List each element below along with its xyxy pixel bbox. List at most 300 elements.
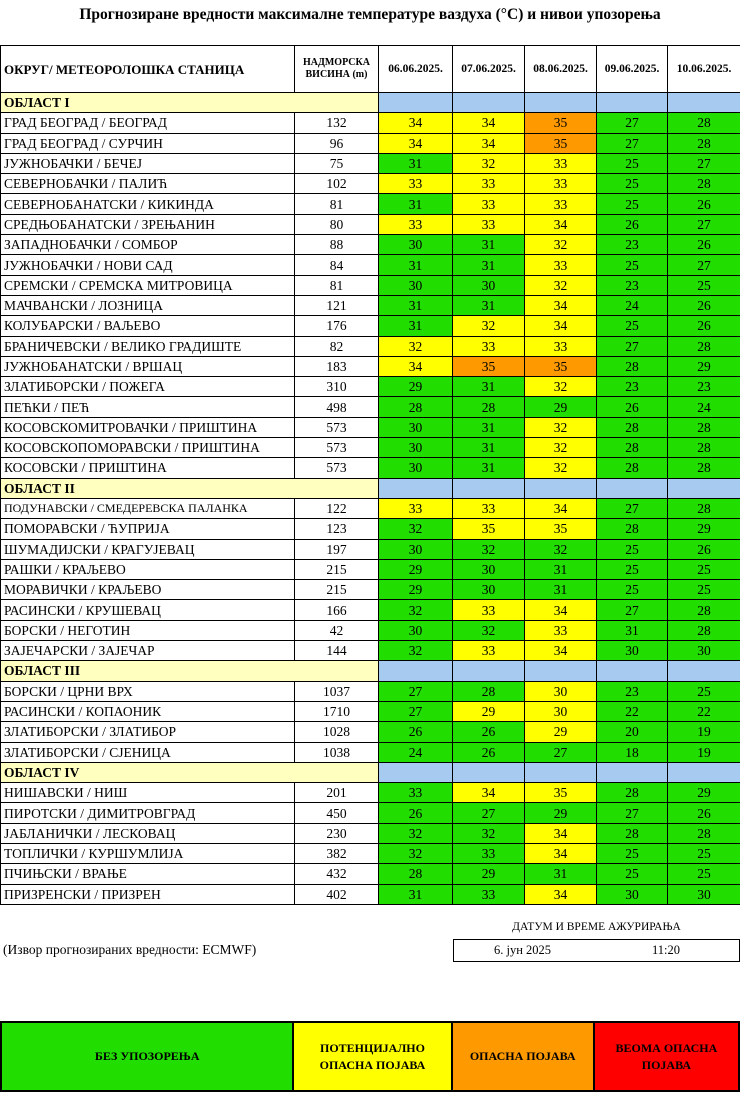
temperature-cell: 27 [668, 255, 740, 275]
temperature-cell: 33 [379, 498, 453, 518]
temperature-cell: 26 [379, 803, 453, 823]
temperature-cell: 22 [597, 701, 668, 721]
temperature-cell: 33 [525, 620, 597, 640]
temperature-cell: 23 [668, 377, 740, 397]
temperature-cell: 31 [379, 316, 453, 336]
region-cell [597, 93, 668, 113]
temperature-cell: 34 [453, 113, 525, 133]
temperature-cell: 34 [525, 600, 597, 620]
table-row [1, 113, 740, 133]
region-cell [525, 478, 597, 498]
table-row [1, 519, 740, 539]
temperature-cell: 32 [379, 600, 453, 620]
temperature-cell: 33 [453, 641, 525, 661]
station-altitude: 81 [295, 194, 379, 214]
header-date: 09.06.2025. [597, 46, 668, 93]
table-row [1, 255, 740, 275]
temperature-cell: 30 [597, 884, 668, 904]
temperature-cell: 32 [525, 275, 597, 295]
station-name: КОЛУБАРСКИ / ВАЉЕВО [1, 316, 295, 336]
station-name: ЈУЖНОБАНАТСКИ / ВРШАЦ [1, 356, 295, 376]
station-name: МАЧВАНСКИ / ЛОЗНИЦА [1, 295, 295, 315]
station-name: РАШКИ / КРАЉЕВО [1, 559, 295, 579]
temperature-cell: 32 [453, 316, 525, 336]
temperature-cell: 26 [453, 722, 525, 742]
temperature-cell: 31 [453, 458, 525, 478]
station-name: ПОДУНАВСКИ / СМЕДЕРЕВСКА ПАЛАНКА [1, 498, 295, 518]
temperature-cell: 32 [453, 153, 525, 173]
station-altitude: 197 [295, 539, 379, 559]
header-date: 10.06.2025. [668, 46, 740, 93]
temperature-cell: 29 [379, 559, 453, 579]
temperature-cell: 34 [379, 133, 453, 153]
temperature-cell: 30 [597, 641, 668, 661]
temperature-cell: 27 [597, 133, 668, 153]
station-name: ГРАД БЕОГРАД / СУРЧИН [1, 133, 295, 153]
temperature-cell: 25 [597, 153, 668, 173]
table-row [1, 275, 740, 295]
table-row [1, 823, 740, 843]
temperature-cell: 28 [379, 397, 453, 417]
temperature-cell: 30 [379, 438, 453, 458]
temperature-cell: 32 [525, 417, 597, 437]
station-altitude: 88 [295, 235, 379, 255]
table-row [1, 701, 740, 721]
station-altitude: 82 [295, 336, 379, 356]
temperature-cell: 30 [379, 539, 453, 559]
temperature-cell: 26 [597, 397, 668, 417]
station-name: БОРСКИ / НЕГОТИН [1, 620, 295, 640]
update-box [453, 939, 740, 962]
region-cell [379, 661, 453, 681]
station-altitude: 121 [295, 295, 379, 315]
temperature-cell: 28 [453, 681, 525, 701]
station-altitude: 1038 [295, 742, 379, 762]
temperature-cell: 28 [668, 174, 740, 194]
temperature-cell: 27 [525, 742, 597, 762]
table-row [1, 681, 740, 701]
station-altitude: 132 [295, 113, 379, 133]
temperature-cell: 28 [668, 113, 740, 133]
temperature-cell: 34 [525, 498, 597, 518]
table-row [1, 295, 740, 315]
temperature-cell: 26 [668, 539, 740, 559]
temperature-cell: 35 [525, 133, 597, 153]
temperature-cell: 31 [453, 438, 525, 458]
table-row [1, 235, 740, 255]
temperature-cell: 31 [453, 377, 525, 397]
station-name: ШУМАДИЈСКИ / КРАГУЈЕВАЦ [1, 539, 295, 559]
temperature-cell: 26 [453, 742, 525, 762]
region-row [1, 762, 740, 782]
station-name: КОСОВСКОПОМОРАВСКИ / ПРИШТИНА [1, 438, 295, 458]
temperature-cell: 32 [379, 336, 453, 356]
temperature-cell: 33 [453, 174, 525, 194]
temperature-cell: 31 [379, 153, 453, 173]
update-label: ДАТУМ И ВРЕМЕ АЖУРИРАЊА [512, 921, 681, 933]
temperature-cell: 27 [668, 214, 740, 234]
table-row [1, 377, 740, 397]
temperature-cell: 30 [379, 417, 453, 437]
update-time: 11:20 [652, 943, 681, 957]
table-row [1, 722, 740, 742]
legend-item-very-dangerous: ВЕОМА ОПАСНА ПОЈАВА [595, 1023, 738, 1090]
legend-item-potential: ПОТЕНЦИЈАЛНО ОПАСНА ПОЈАВА [294, 1023, 452, 1090]
temperature-cell: 27 [597, 336, 668, 356]
region-cell [668, 478, 740, 498]
region-cell [597, 661, 668, 681]
temperature-cell: 25 [597, 255, 668, 275]
temperature-cell: 28 [668, 336, 740, 356]
region-cell [379, 478, 453, 498]
station-name: ТОПЛИЧКИ / КУРШУМЛИЈА [1, 843, 295, 863]
temperature-cell: 34 [453, 133, 525, 153]
temperature-cell: 31 [379, 295, 453, 315]
temperature-cell: 31 [525, 559, 597, 579]
temperature-cell: 28 [597, 458, 668, 478]
table-row [1, 397, 740, 417]
temperature-cell: 33 [453, 214, 525, 234]
station-altitude: 81 [295, 275, 379, 295]
temperature-cell: 31 [453, 255, 525, 275]
header-date: 07.06.2025. [453, 46, 525, 93]
temperature-cell: 27 [453, 803, 525, 823]
table-row [1, 153, 740, 173]
region-cell [453, 478, 525, 498]
temperature-cell: 32 [379, 823, 453, 843]
temperature-cell: 30 [379, 275, 453, 295]
table-row [1, 214, 740, 234]
region-cell [453, 762, 525, 782]
station-name: СРЕДЊОБАНАТСКИ / ЗРЕЊАНИН [1, 214, 295, 234]
station-altitude: 432 [295, 864, 379, 884]
table-row [1, 438, 740, 458]
temperature-cell: 35 [525, 356, 597, 376]
temperature-cell: 25 [597, 559, 668, 579]
station-name: ЈУЖНОБАЧКИ / НОВИ САД [1, 255, 295, 275]
temperature-cell: 30 [525, 701, 597, 721]
station-altitude: 102 [295, 174, 379, 194]
temperature-cell: 33 [453, 843, 525, 863]
table-row [1, 356, 740, 376]
region-cell [525, 661, 597, 681]
temperature-cell: 28 [597, 823, 668, 843]
temperature-cell: 19 [668, 742, 740, 762]
temperature-cell: 28 [597, 417, 668, 437]
station-name: ПОМОРАВСКИ / ЋУПРИЈА [1, 519, 295, 539]
station-name: НИШАВСКИ / НИШ [1, 783, 295, 803]
station-altitude: 123 [295, 519, 379, 539]
temperature-cell: 33 [453, 600, 525, 620]
temperature-cell: 27 [379, 701, 453, 721]
temperature-cell: 33 [453, 884, 525, 904]
temperature-cell: 31 [525, 864, 597, 884]
station-altitude: 201 [295, 783, 379, 803]
temperature-cell: 33 [379, 174, 453, 194]
temperature-cell: 29 [453, 701, 525, 721]
station-name: ЈУЖНОБАЧКИ / БЕЧЕЈ [1, 153, 295, 173]
table-row [1, 539, 740, 559]
station-altitude: 573 [295, 458, 379, 478]
station-altitude: 42 [295, 620, 379, 640]
temperature-cell: 30 [453, 275, 525, 295]
temperature-cell: 35 [525, 783, 597, 803]
temperature-cell: 23 [597, 681, 668, 701]
station-altitude: 573 [295, 417, 379, 437]
station-name: ПИРОТСКИ / ДИМИТРОВГРАД [1, 803, 295, 823]
temperature-cell: 26 [379, 722, 453, 742]
temperature-cell: 28 [453, 397, 525, 417]
station-altitude: 215 [295, 580, 379, 600]
temperature-cell: 25 [668, 580, 740, 600]
temperature-cell: 31 [379, 884, 453, 904]
temperature-cell: 23 [597, 275, 668, 295]
temperature-cell: 29 [668, 783, 740, 803]
temperature-cell: 32 [379, 641, 453, 661]
temperature-cell: 30 [525, 681, 597, 701]
station-name: СЕВЕРНОБАЧКИ / ПАЛИЋ [1, 174, 295, 194]
station-name: СЕВЕРНОБАНАТСКИ / КИКИНДА [1, 194, 295, 214]
table-row [1, 133, 740, 153]
temperature-cell: 35 [453, 356, 525, 376]
temperature-cell: 32 [379, 843, 453, 863]
station-altitude: 573 [295, 438, 379, 458]
station-altitude: 310 [295, 377, 379, 397]
region-row [1, 661, 740, 681]
temperature-cell: 28 [668, 133, 740, 153]
temperature-cell: 25 [597, 174, 668, 194]
station-name: ГРАД БЕОГРАД / БЕОГРАД [1, 113, 295, 133]
temperature-cell: 33 [525, 336, 597, 356]
temperature-cell: 28 [379, 864, 453, 884]
temperature-cell: 25 [668, 843, 740, 863]
temperature-cell: 32 [525, 458, 597, 478]
region-cell [525, 93, 597, 113]
temperature-cell: 32 [379, 519, 453, 539]
temperature-cell: 32 [525, 377, 597, 397]
temperature-cell: 30 [453, 580, 525, 600]
temperature-cell: 32 [453, 539, 525, 559]
temperature-cell: 27 [597, 113, 668, 133]
temperature-cell: 25 [597, 864, 668, 884]
header-date: 06.06.2025. [379, 46, 453, 93]
temperature-cell: 31 [525, 580, 597, 600]
region-cell [525, 762, 597, 782]
table-row [1, 316, 740, 336]
station-altitude: 402 [295, 884, 379, 904]
region-cell [668, 93, 740, 113]
temperature-cell: 27 [597, 803, 668, 823]
temperature-cell: 33 [525, 255, 597, 275]
temperature-cell: 34 [379, 356, 453, 376]
station-name: КОСОВСКИ / ПРИШТИНА [1, 458, 295, 478]
station-altitude: 84 [295, 255, 379, 275]
source-note: (Извор прогнозираних вредности: ECMWF) [3, 942, 257, 957]
temperature-cell: 27 [668, 153, 740, 173]
temperature-cell: 23 [597, 377, 668, 397]
temperature-cell: 28 [668, 458, 740, 478]
temperature-cell: 29 [668, 519, 740, 539]
temperature-cell: 31 [453, 235, 525, 255]
station-name: МОРАВИЧКИ / КРАЉЕВО [1, 580, 295, 600]
table-row [1, 641, 740, 661]
update-date: 6. јун 2025 [494, 943, 552, 957]
temperature-cell: 33 [525, 174, 597, 194]
temperature-cell: 25 [668, 681, 740, 701]
temperature-cell: 26 [597, 214, 668, 234]
temperature-cell: 25 [597, 843, 668, 863]
temperature-cell: 34 [525, 641, 597, 661]
temperature-cell: 28 [668, 498, 740, 518]
station-altitude: 75 [295, 153, 379, 173]
temperature-cell: 27 [597, 498, 668, 518]
station-altitude: 1037 [295, 681, 379, 701]
table-row [1, 884, 740, 904]
temperature-cell: 28 [668, 600, 740, 620]
temperature-cell: 22 [668, 701, 740, 721]
region-row [1, 93, 740, 113]
temperature-cell: 29 [525, 803, 597, 823]
station-name: ЗЛАТИБОРСКИ / ПОЖЕГА [1, 377, 295, 397]
region-name: ОБЛАСТ III [1, 661, 379, 681]
temperature-cell: 29 [453, 864, 525, 884]
temperature-cell: 29 [379, 580, 453, 600]
temperature-cell: 26 [668, 316, 740, 336]
temperature-cell: 31 [379, 194, 453, 214]
station-name: ЗАЈЕЧАРСКИ / ЗАЈЕЧАР [1, 641, 295, 661]
legend-item-no-warning: БЕЗ УПОЗОРЕЊА [2, 1023, 294, 1090]
temperature-cell: 25 [668, 864, 740, 884]
station-altitude: 144 [295, 641, 379, 661]
temperature-cell: 30 [668, 884, 740, 904]
temperature-cell: 28 [668, 823, 740, 843]
table-header-row [1, 46, 740, 93]
region-cell [597, 762, 668, 782]
station-altitude: 230 [295, 823, 379, 843]
station-name: СРЕМСКИ / СРЕМСКА МИТРОВИЦА [1, 275, 295, 295]
temperature-cell: 28 [597, 783, 668, 803]
table-row [1, 559, 740, 579]
temperature-cell: 24 [379, 742, 453, 762]
station-altitude: 166 [295, 600, 379, 620]
station-altitude: 1028 [295, 722, 379, 742]
table-row [1, 620, 740, 640]
region-cell [379, 762, 453, 782]
station-name: ПРИЗРЕНСКИ / ПРИЗРЕН [1, 884, 295, 904]
station-name: ЈАБЛАНИЧКИ / ЛЕСКОВАЦ [1, 823, 295, 843]
table-row [1, 843, 740, 863]
station-altitude: 122 [295, 498, 379, 518]
station-altitude: 215 [295, 559, 379, 579]
station-name: ПЧИЊСКИ / ВРАЊЕ [1, 864, 295, 884]
temperature-cell: 30 [379, 458, 453, 478]
table-row [1, 803, 740, 823]
forecast-table [0, 45, 740, 905]
temperature-cell: 20 [597, 722, 668, 742]
temperature-cell: 25 [597, 580, 668, 600]
temperature-cell: 24 [668, 397, 740, 417]
temperature-cell: 32 [525, 235, 597, 255]
station-name: ЗЛАТИБОРСКИ / ЗЛАТИБОР [1, 722, 295, 742]
region-name: ОБЛАСТ IV [1, 762, 379, 782]
station-name: РАСИНСКИ / КОПАОНИК [1, 701, 295, 721]
table-row [1, 417, 740, 437]
station-name: БОРСКИ / ЦРНИ ВРХ [1, 681, 295, 701]
temperature-cell: 33 [525, 194, 597, 214]
temperature-cell: 29 [379, 377, 453, 397]
temperature-cell: 33 [453, 194, 525, 214]
temperature-cell: 33 [525, 153, 597, 173]
temperature-cell: 34 [379, 113, 453, 133]
temperature-cell: 26 [668, 194, 740, 214]
temperature-cell: 29 [525, 722, 597, 742]
temperature-cell: 35 [525, 113, 597, 133]
temperature-cell: 33 [453, 498, 525, 518]
temperature-cell: 34 [525, 316, 597, 336]
temperature-cell: 34 [525, 214, 597, 234]
temperature-cell: 32 [453, 823, 525, 843]
temperature-cell: 25 [597, 539, 668, 559]
region-cell [379, 93, 453, 113]
station-name: ЗАПАДНОБАЧКИ / СОМБОР [1, 235, 295, 255]
table-row [1, 194, 740, 214]
temperature-cell: 33 [379, 783, 453, 803]
region-name: ОБЛАСТ I [1, 93, 379, 113]
temperature-cell: 31 [453, 295, 525, 315]
region-cell [668, 762, 740, 782]
temperature-cell: 28 [597, 356, 668, 376]
temperature-cell: 31 [379, 255, 453, 275]
legend-item-dangerous: ОПАСНА ПОЈАВА [453, 1023, 595, 1090]
table-row [1, 458, 740, 478]
temperature-cell: 34 [525, 295, 597, 315]
temperature-cell: 31 [597, 620, 668, 640]
temperature-cell: 28 [597, 438, 668, 458]
region-name: ОБЛАСТ II [1, 478, 379, 498]
warning-legend [0, 1021, 740, 1092]
temperature-cell: 26 [668, 803, 740, 823]
region-cell [668, 661, 740, 681]
temperature-cell: 28 [597, 519, 668, 539]
table-row [1, 600, 740, 620]
station-altitude: 498 [295, 397, 379, 417]
temperature-cell: 32 [525, 438, 597, 458]
temperature-cell: 30 [379, 620, 453, 640]
temperature-cell: 29 [525, 397, 597, 417]
region-cell [597, 478, 668, 498]
station-altitude: 183 [295, 356, 379, 376]
table-row [1, 864, 740, 884]
temperature-cell: 25 [597, 316, 668, 336]
table-row [1, 742, 740, 762]
region-cell [453, 93, 525, 113]
station-altitude: 176 [295, 316, 379, 336]
temperature-cell: 33 [453, 336, 525, 356]
table-row [1, 336, 740, 356]
temperature-cell: 26 [668, 295, 740, 315]
temperature-cell: 25 [668, 559, 740, 579]
table-row [1, 783, 740, 803]
station-altitude: 1710 [295, 701, 379, 721]
temperature-cell: 34 [525, 843, 597, 863]
temperature-cell: 34 [525, 884, 597, 904]
header-date: 08.06.2025. [525, 46, 597, 93]
temperature-cell: 30 [453, 559, 525, 579]
station-altitude: 80 [295, 214, 379, 234]
table-row [1, 174, 740, 194]
table-body [1, 93, 740, 905]
temperature-cell: 35 [453, 519, 525, 539]
